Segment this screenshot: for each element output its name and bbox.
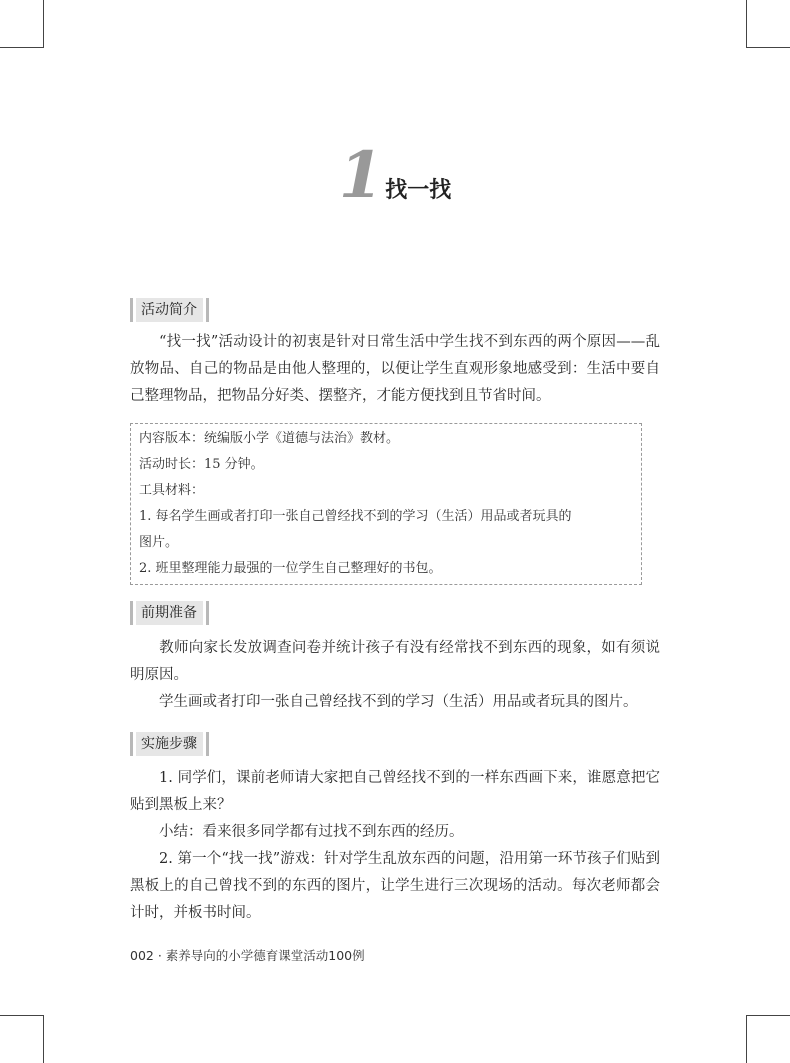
crop-mark (746, 0, 747, 48)
page-footer: 002 · 素养导向的小学德育课堂活动100例 (130, 948, 365, 963)
chapter-number: 1 (338, 138, 384, 213)
prep-paragraph: 学生画或者打印一张自己曾经找不到的学习（生活）用品或者玩具的图片。 (159, 694, 638, 710)
section-heading-intro (130, 298, 209, 322)
section-heading-label: 活动简介 (136, 298, 203, 322)
steps-paragraph: 小结：看来很多同学都有过找不到东西的经历。 (159, 824, 464, 840)
info-materials-title: 工具材料： (139, 483, 205, 498)
crop-mark (746, 1015, 747, 1063)
crop-mark (746, 47, 790, 48)
chapter-title (0, 138, 790, 213)
section-heading-label: 实施步骤 (136, 732, 203, 756)
steps-paragraph: 2. 第一个“找一找”游戏：针对学生乱放东西的问题，沿用第一环节孩子们贴到黑板上的自己曾找不到的东西的图片，让学生进行三次现场的活动。每次老师都会计时，并板书时间。 (130, 851, 660, 921)
section-heading-steps (130, 732, 209, 756)
chapter-title-text: 找一找 (385, 178, 452, 203)
intro-paragraph: “找一找”活动设计的初衷是针对日常生活中学生找不到东西的两个原因——乱放物品、自己的物品是由他人整理的，以便让学生直观形象地感受到：生活中要自己整理物品，把物品分好类、摆整齐，才能方便找到且节省时间。 (130, 334, 660, 404)
info-content-version: 内容版本：统编版小学《道德与法治》教材。 (139, 431, 400, 446)
info-material-1-cont: 图片。 (139, 535, 179, 550)
info-material-2: 2. 班里整理能力最强的一位学生自己整理好的书包。 (139, 561, 442, 576)
info-box (130, 423, 642, 585)
steps-paragraph: 1. 同学们，课前老师请大家把自己曾经找不到的一样东西画下来，谁愿意把它贴到黑板上来？ (130, 770, 660, 813)
section-heading-prep (130, 601, 209, 625)
info-duration: 活动时长：15 分钟。 (139, 457, 264, 472)
crop-mark (43, 0, 44, 48)
prep-paragraph: 教师向家长发放调查问卷并统计孩子有没有经常找不到东西的现象，如有须说明原因。 (130, 640, 660, 683)
crop-mark (43, 1015, 44, 1063)
info-material-1: 1. 每名学生画或者打印一张自己曾经找不到的学习（生活）用品或者玩具的 (139, 509, 572, 524)
section-heading-label: 前期准备 (136, 601, 203, 625)
crop-mark (0, 47, 44, 48)
crop-mark (0, 1015, 44, 1016)
crop-mark (746, 1015, 790, 1016)
